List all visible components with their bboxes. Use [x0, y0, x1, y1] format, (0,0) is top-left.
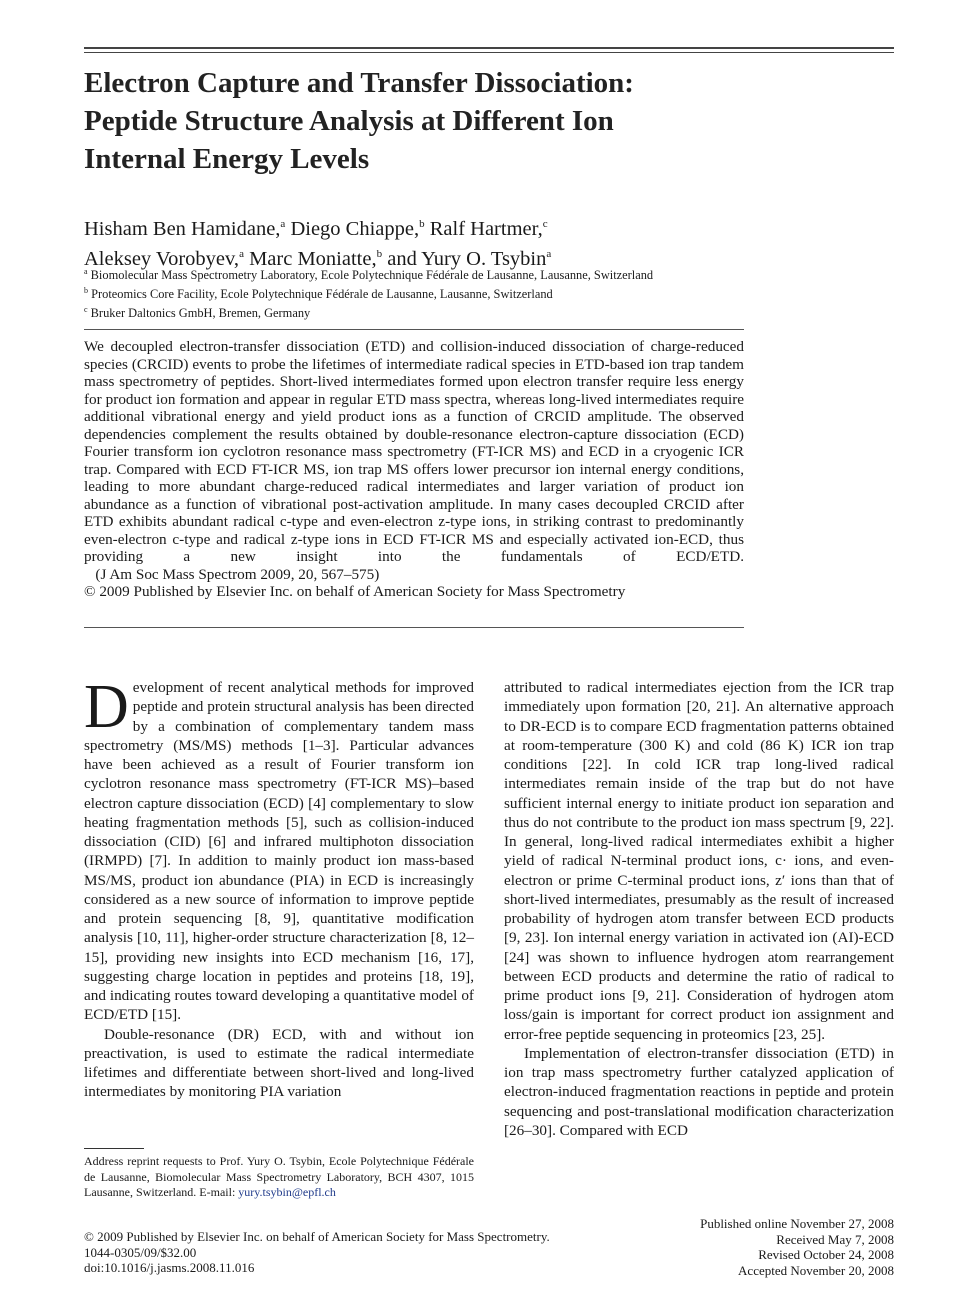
abstract-top-rule [84, 329, 744, 330]
body-column-left [84, 673, 474, 1102]
author-affiliation-mark: c [542, 218, 548, 230]
affiliation-text: Bruker Daltonics GmbH, Bremen, Germany [90, 306, 311, 321]
author-affiliation-mark: a [239, 247, 244, 260]
author-name: Diego Chiappe, [290, 217, 420, 240]
title-line: Electron Capture and Transfer Dissociation: [84, 67, 634, 99]
footer-issn: 1044-0305/09/$32.00 [84, 1244, 197, 1260]
drop-cap: D [84, 673, 129, 741]
affiliation-mark: b [84, 286, 88, 296]
author-name: Hisham Ben Hamidane, [84, 217, 281, 240]
author-name: Ralf Hartmer, [429, 217, 543, 240]
affiliation-text: Biomolecular Mass Spectrometry Laboratory, Ecole Polytechnique Fédérale de Lausanne, Lausanne, Switzerland [90, 268, 654, 283]
footer-dates [700, 1216, 894, 1278]
abstract-citation: (J Am Soc Mass Spectrom 2009, 20, 567–575) [95, 565, 380, 583]
revised-date: Revised October 24, 2008 [758, 1247, 894, 1262]
affiliation-item [84, 302, 844, 321]
footer-left [84, 1229, 550, 1276]
top-rule-thin [84, 52, 894, 53]
footer-copyright: © 2009 Published by Elsevier Inc. on behalf of American Society for Mass Spectrometry. [84, 1229, 550, 1244]
title-line: Internal Energy Levels [84, 143, 370, 175]
body-paragraph: Implementation of electron-transfer dissociation (ETD) in ion trap mass spectrometry further catalyzed application of electron-induced fragmentation reactions in peptide and protein sequencing and post-translational modification characterization [26–30]. Compared with ECD [504, 1044, 894, 1139]
author-affiliation-mark: b [376, 247, 383, 260]
published-online-date: Published online November 27, 2008 [700, 1216, 894, 1231]
affiliation-mark: c [84, 305, 88, 315]
affiliation-item [84, 264, 844, 283]
affiliation-list [84, 264, 844, 321]
body-column-right [504, 678, 894, 1140]
author-affiliation-mark: b [419, 218, 425, 230]
author-name: and Yury O. Tsybin [387, 247, 547, 270]
body-paragraph: Double-resonance (DR) ECD, with and without ion preactivation, is used to estimate the radical intermediate lifetimes and differentiate between short-lived and long-lived intermediates by monitoring PIA variation [84, 1025, 474, 1101]
footnote-text: Address reprint requests to Prof. Yury O. Tsybin, Ecole Polytechnique Fédérale de Lausanne, Biomolecular Mass Spectrometry Laboratory, BCH 4307, 1015 Lausanne, Switzerland. E-mail: [84, 1154, 474, 1199]
footnote-rule [84, 1148, 144, 1149]
body-paragraph: attributed to radical intermediates ejection from the ICR trap immediately upon formation [20, 21]. An alternative approach to DR-ECD is to compare ECD fragmentation patterns obtained at room-temperature (300 K) and cold (86 K) ICR ion trap conditions [22]. In cold ICR trap long-lived radical intermediates remain inside of the trap but do not have sufficient internal energy to initiate product ion separation and thus do not contribute to the product ion mass spectrum [9, 22]. In general, long-lived radical intermediates exhibit a higher yield of radical N-terminal product ions, c· ions, and even-electron or prime C-terminal product ions, z′ ions than that of short-lived intermediates, presumably as the result of increased probability of hydrogen atom transfer between ECD products [9, 23]. Ion internal energy variation in activated ion (AI)-ECD [24] was shown to influence hydrogen atom rearrangement between ECD products and determine the ratio of radical to prime product ions [9, 21]. Consideration of hydrogen atom loss/gain is important for correct product ion assignment and error-free peptide sequencing in proteomics [23, 25]. [504, 679, 894, 1043]
author-list [84, 212, 844, 272]
author-affiliation-mark: a [280, 218, 286, 230]
top-rule [84, 47, 894, 49]
title-line: Peptide Structure Analysis at Different Ion [84, 105, 614, 137]
footer-doi[interactable]: doi:10.1016/j.jasms.2008.11.016 [84, 1260, 255, 1275]
abstract-text: We decoupled electron-transfer dissociation (ETD) and collision-induced dissociation of charge-reduced species (CRCID) events to probe the lifetimes of intermediate radical species in ETD-based ion trap tandem mass spectrometry of peptides. Short-lived intermediates formed upon electron transfer require less energy for product ion formation and appear in regular ETD mass spectra, whereas long-lived intermediates require additional vibrational energy and yield product ions as a function of CRCID amplitude. The observed dependencies complement the results obtained by double-resonance electron-capture dissociation (ECD) Fourier transform ion cyclotron resonance mass spectrometry (FT-ICR MS) and ECD in a cryogenic ICR trap. Compared with ECD FT-ICR MS, ion trap MS offers lower precursor ion internal energy conditions, leading to more abundant charge-reduced radical intermediates and larger variation of product ion abundance as a function of vibrational post-activation amplitude. In many cases decoupled CRCID after ETD exhibits abundant radical c-type and even-electron z-type ions, in striking contrast to predominantly even-electron c-type and radical z-type ions in ECD FT-ICR MS and especially activated ion-ECD, thus providing a new insight into the fundamentals of ECD/ETD. [84, 338, 744, 565]
author-name: Marc Moniatte, [249, 247, 377, 270]
article-title [84, 64, 844, 178]
abstract-copyright: © 2009 Published by Elsevier Inc. on behalf of American Society for Mass Spectrometry [84, 583, 626, 600]
body-paragraph [84, 673, 474, 1025]
author-name: Aleksey Vorobyev, [84, 247, 240, 270]
abstract-bottom-rule [84, 627, 744, 628]
affiliation-item [84, 283, 844, 302]
correspondence-footnote [84, 1154, 474, 1201]
accepted-date: Accepted November 20, 2008 [738, 1262, 894, 1278]
received-date: Received May 7, 2008 [776, 1231, 894, 1247]
affiliation-mark: a [84, 267, 88, 276]
body-text: evelopment of recent analytical methods for improved peptide and protein structural analysis has been directed by a combination of complementary tandem mass spectrometry (MS/MS) methods [1–3]. Particular advances have been achieved as a result of Fourier transform ion cyclotron resonance mass spectrometry (FT-ICR MS)–based electron capture dissociation (ECD) [4] complementary to slow heating fragmentation methods [5], such as collision-induced dissociation (CID) [6] and infrared multiphoton dissociation (IRMPD) [7]. In addition to mainly product ion mass-based MS/MS, product ion abundance (PIA) in ECD is increasingly considered as a new source of information to improve peptide and protein sequencing [8, 9], quantitative modification analysis [10, 11], higher-order structure characterization [8, 12–15], providing new insights into ECD mechanism [16, 17], suggesting charge location in peptides and proteins [18, 19], and indicating routes toward developing a quantitative model of ECD/ETD [15]. [84, 679, 474, 1024]
author-affiliation-mark: a [546, 247, 552, 260]
email-link[interactable]: yury.tsybin@epfl.ch [238, 1185, 336, 1199]
affiliation-text: Proteomics Core Facility, Ecole Polytechnique Fédérale de Lausanne, Lausanne, Switzerland [91, 287, 553, 302]
abstract [84, 338, 744, 601]
